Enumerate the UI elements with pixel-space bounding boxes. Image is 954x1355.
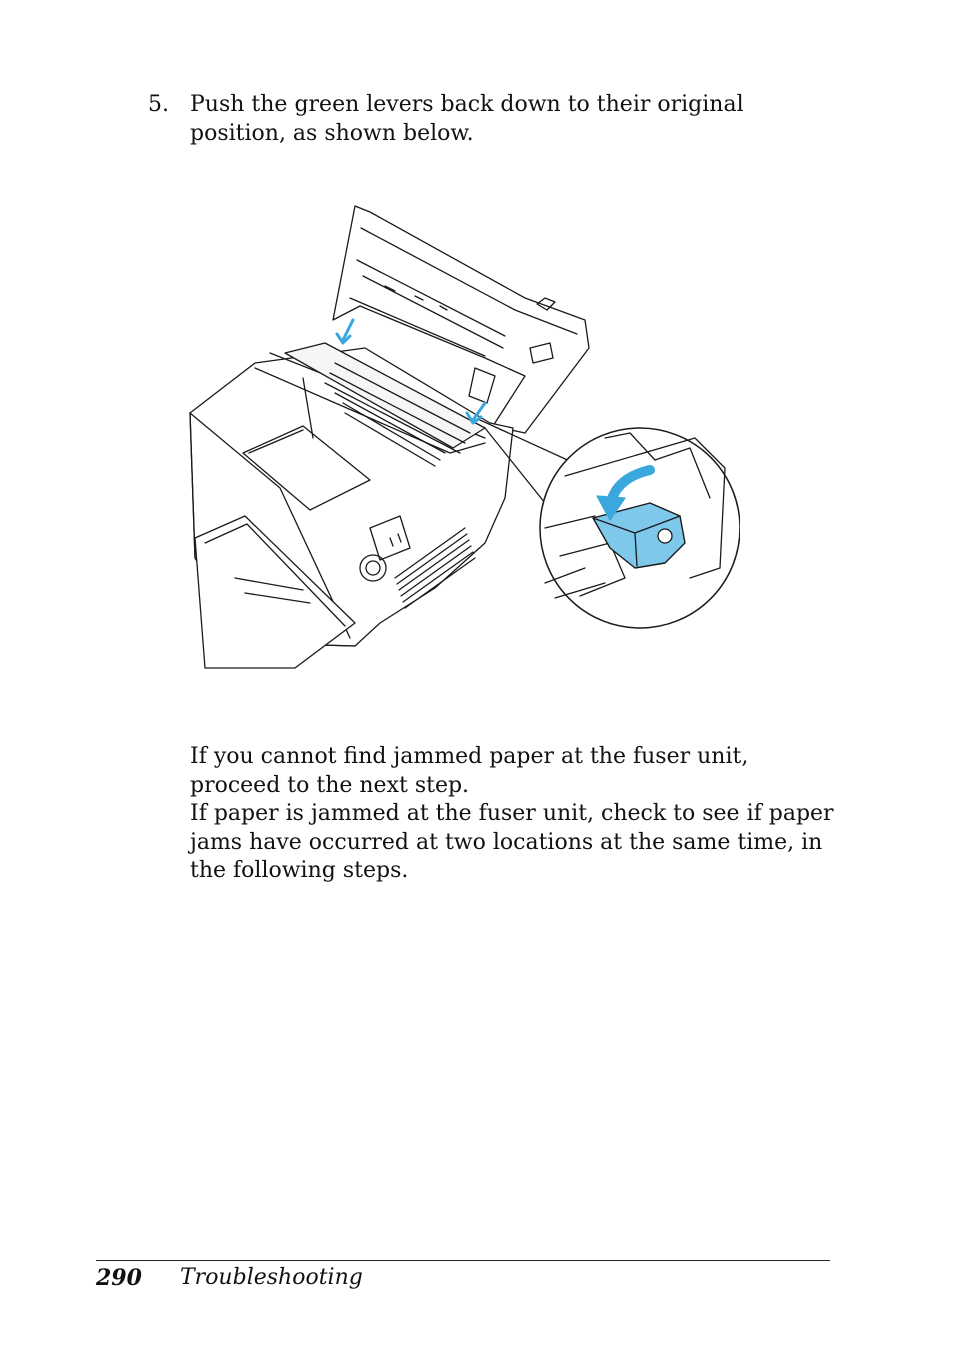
footer-rule [96,1260,830,1261]
lever-closeup [540,428,740,628]
paragraph-jam: If paper is jammed at the fuser unit, check to see if paper jams have occurred at two locations at the same time, in the following steps. [190,801,834,883]
printer-illustration [185,198,740,673]
step-text: Push the green levers back down to their original position, as shown below. [190,92,744,146]
step-number: 5. [148,92,169,117]
paragraph-no-jam: If you cannot find jammed paper at the fuser unit, proceed to the next step. [190,744,749,798]
section-title: Troubleshooting [180,1265,363,1290]
step-5 [148,90,838,148]
page-number: 290 [96,1265,142,1291]
